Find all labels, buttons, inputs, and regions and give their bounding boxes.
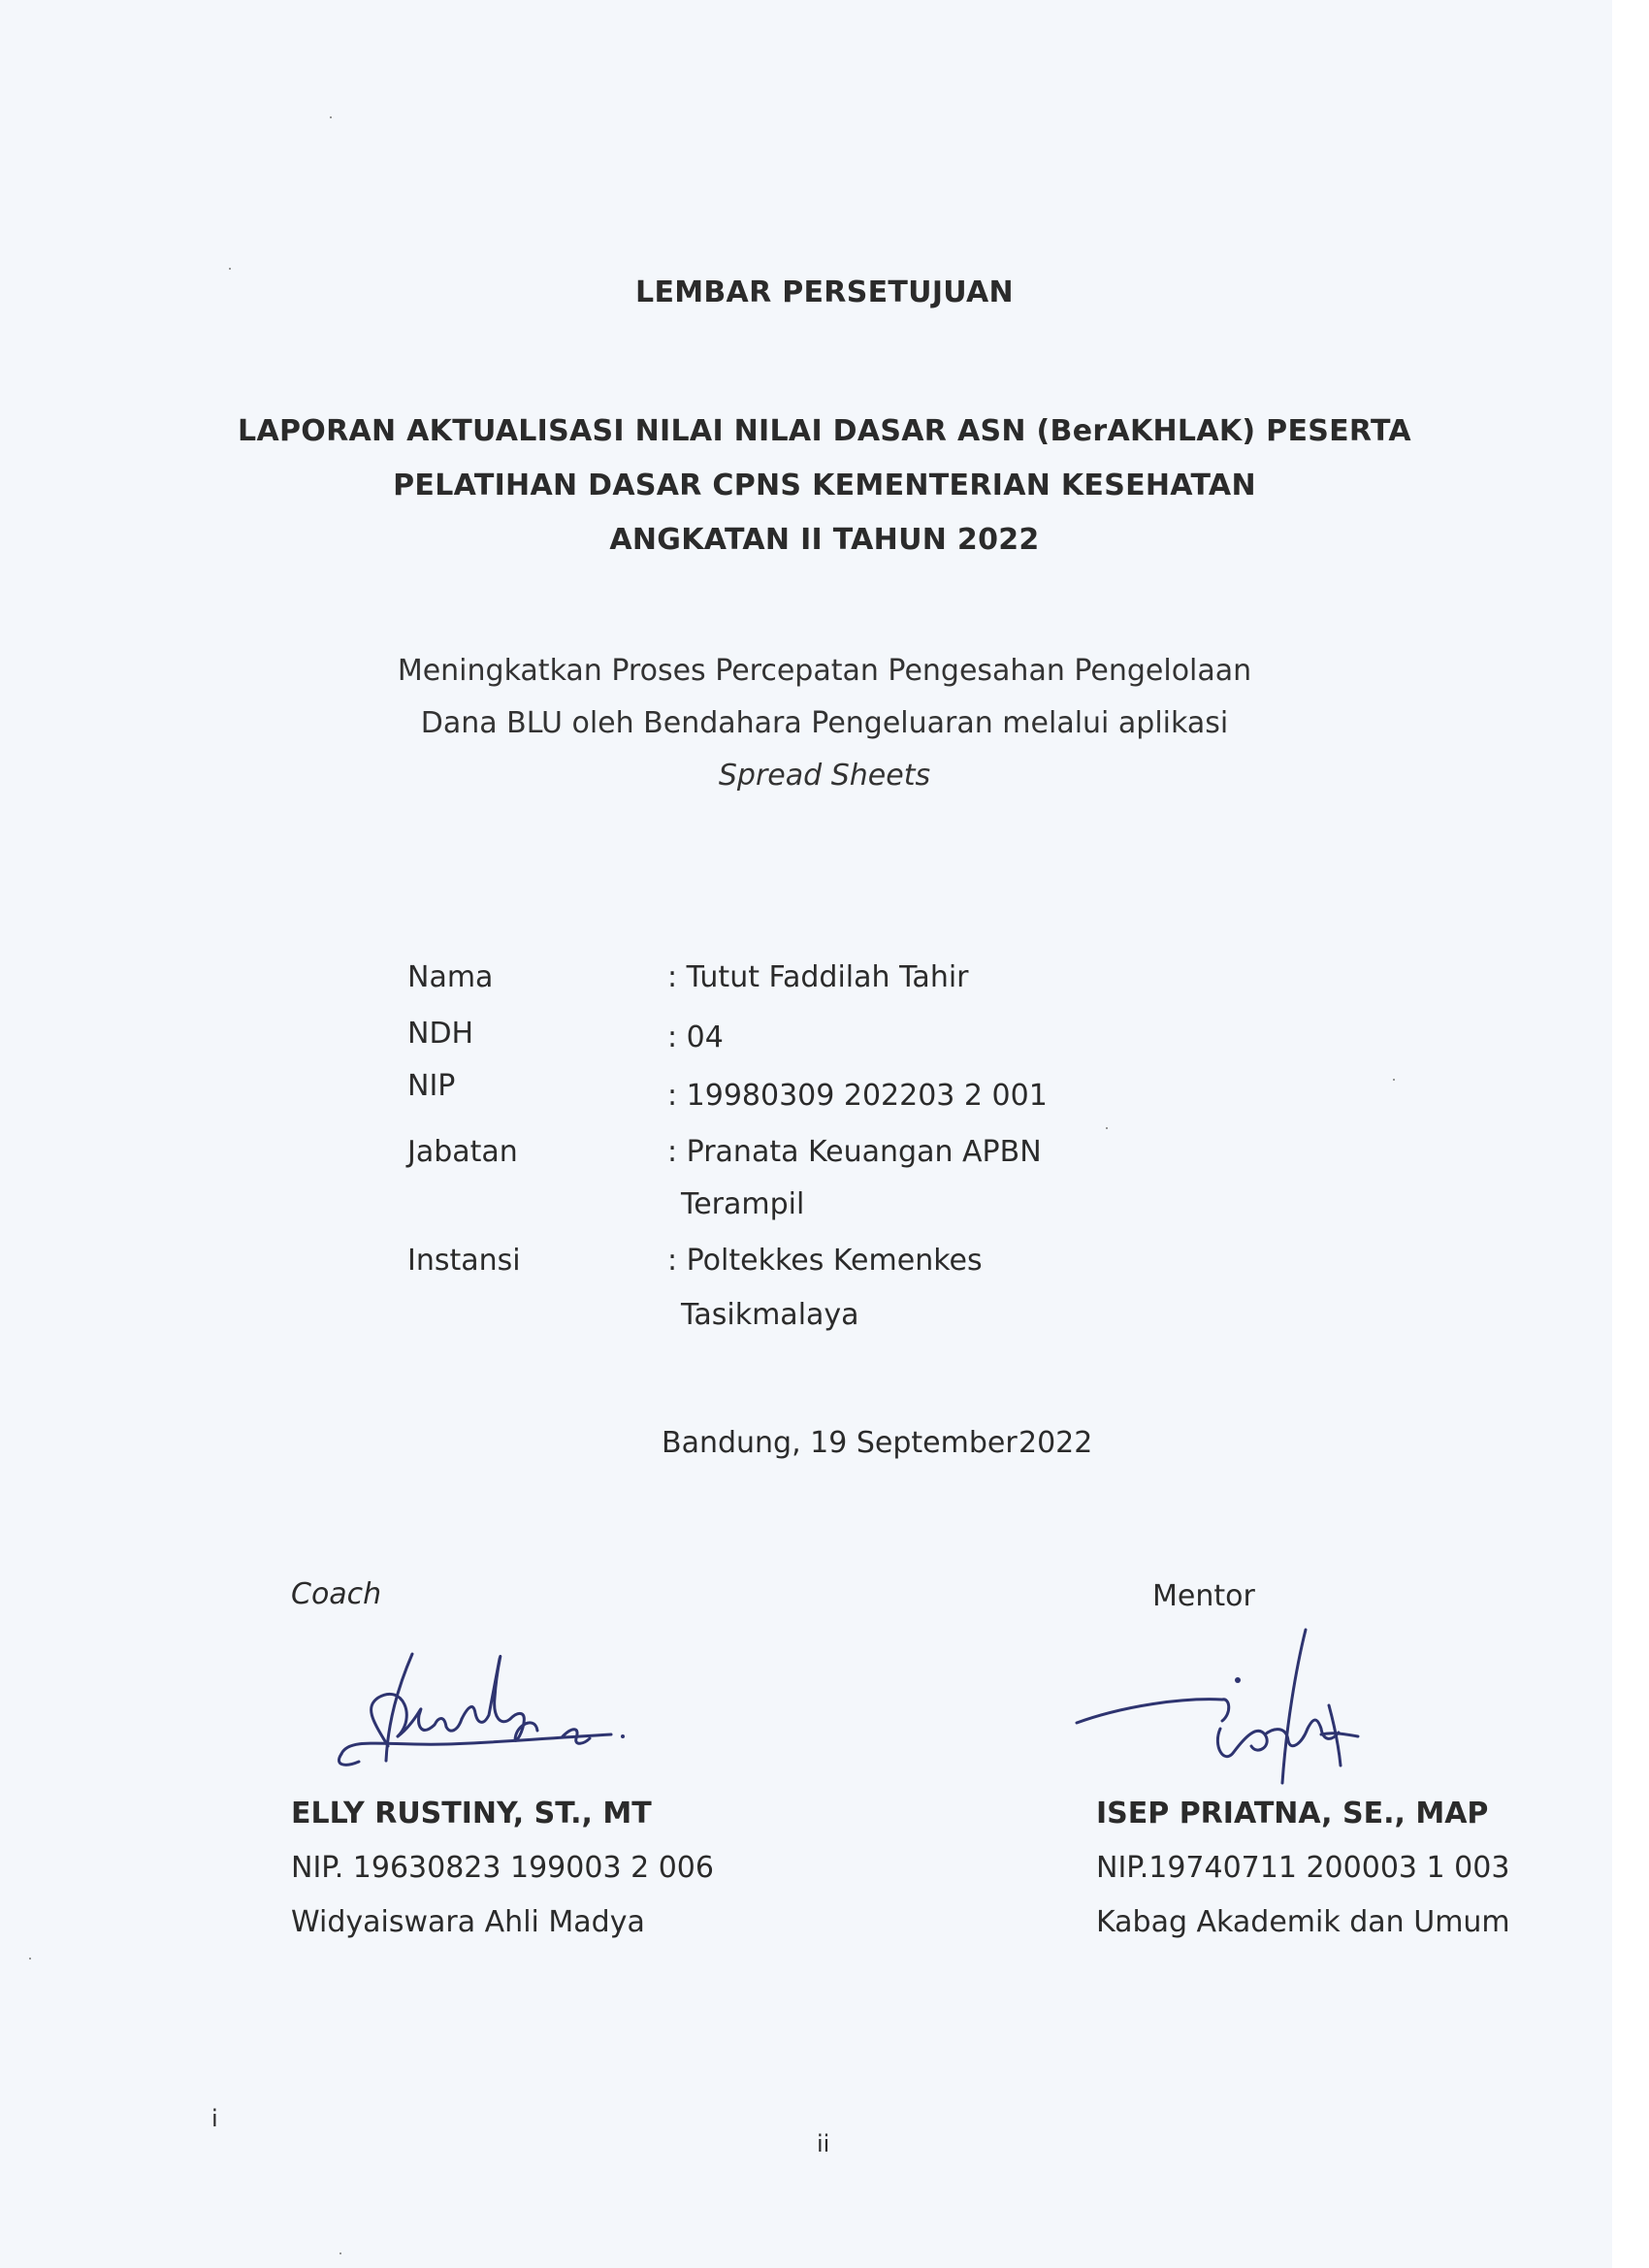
scan-speck xyxy=(229,268,231,270)
coach-role: Coach xyxy=(291,1577,382,1611)
scan-speck xyxy=(1106,1127,1108,1129)
document-header: LEMBAR PERSETUJUAN xyxy=(635,275,1014,309)
page-edge xyxy=(1612,0,1649,2268)
scan-speck xyxy=(340,2252,341,2254)
coach-signature xyxy=(330,1630,640,1775)
subtitle-line-1: Meningkatkan Proses Percepatan Pengesahan Pengelolaan xyxy=(397,654,1252,688)
identity-label-ndh: NDH xyxy=(407,1017,474,1051)
margin-mark: i xyxy=(211,2105,218,2132)
date-year: 2022 xyxy=(1018,1426,1093,1460)
identity-value-nip: : 19980309 202203 2 001 xyxy=(667,1079,1048,1113)
mentor-role: Mentor xyxy=(1152,1579,1255,1613)
coach-nip: NIP. 19630823 199003 2 006 xyxy=(291,1851,714,1885)
mentor-position: Kabag Akademik dan Umum xyxy=(1096,1905,1510,1939)
scan-speck xyxy=(1393,1079,1395,1081)
coach-position: Widyaiswara Ahli Madya xyxy=(291,1905,645,1939)
identity-label-nip: NIP xyxy=(407,1069,456,1103)
scan-speck xyxy=(330,116,332,118)
identity-label-instansi: Instansi xyxy=(407,1244,521,1278)
scan-speck xyxy=(29,1958,31,1960)
place-date: Bandung, 19 September xyxy=(662,1426,1018,1460)
identity-label-nama: Nama xyxy=(407,960,494,994)
report-title-line-2: PELATIHAN DASAR CPNS KEMENTERIAN KESEHATAN xyxy=(393,469,1256,502)
identity-value-nama: : Tutut Faddilah Tahir xyxy=(667,960,969,994)
identity-value-ndh: : 04 xyxy=(667,1021,724,1054)
mentor-nip: NIP.19740711 200003 1 003 xyxy=(1096,1851,1510,1885)
report-title-line-1: LAPORAN AKTUALISASI NILAI NILAI DASAR ASN (BerAKHLAK) PESERTA xyxy=(238,414,1411,448)
identity-value-instansi: : Poltekkes Kemenkes xyxy=(667,1244,983,1278)
identity-value-instansi-cont: Tasikmalaya xyxy=(681,1298,859,1332)
identity-value-jabatan-cont: Terampil xyxy=(681,1187,805,1221)
identity-label-jabatan: Jabatan xyxy=(407,1135,518,1169)
page-number: ii xyxy=(817,2130,830,2157)
identity-value-jabatan: : Pranata Keuangan APBN xyxy=(667,1135,1042,1169)
coach-name: ELLY RUSTINY, ST., MT xyxy=(291,1797,652,1831)
mentor-signature xyxy=(1067,1620,1397,1785)
subtitle-line-3: Spread Sheets xyxy=(718,759,931,793)
subtitle-line-2: Dana BLU oleh Bendahara Pengeluaran melalui aplikasi xyxy=(420,706,1229,740)
report-title-line-3: ANGKATAN II TAHUN 2022 xyxy=(609,523,1040,557)
mentor-name: ISEP PRIATNA, SE., MAP xyxy=(1096,1797,1489,1831)
